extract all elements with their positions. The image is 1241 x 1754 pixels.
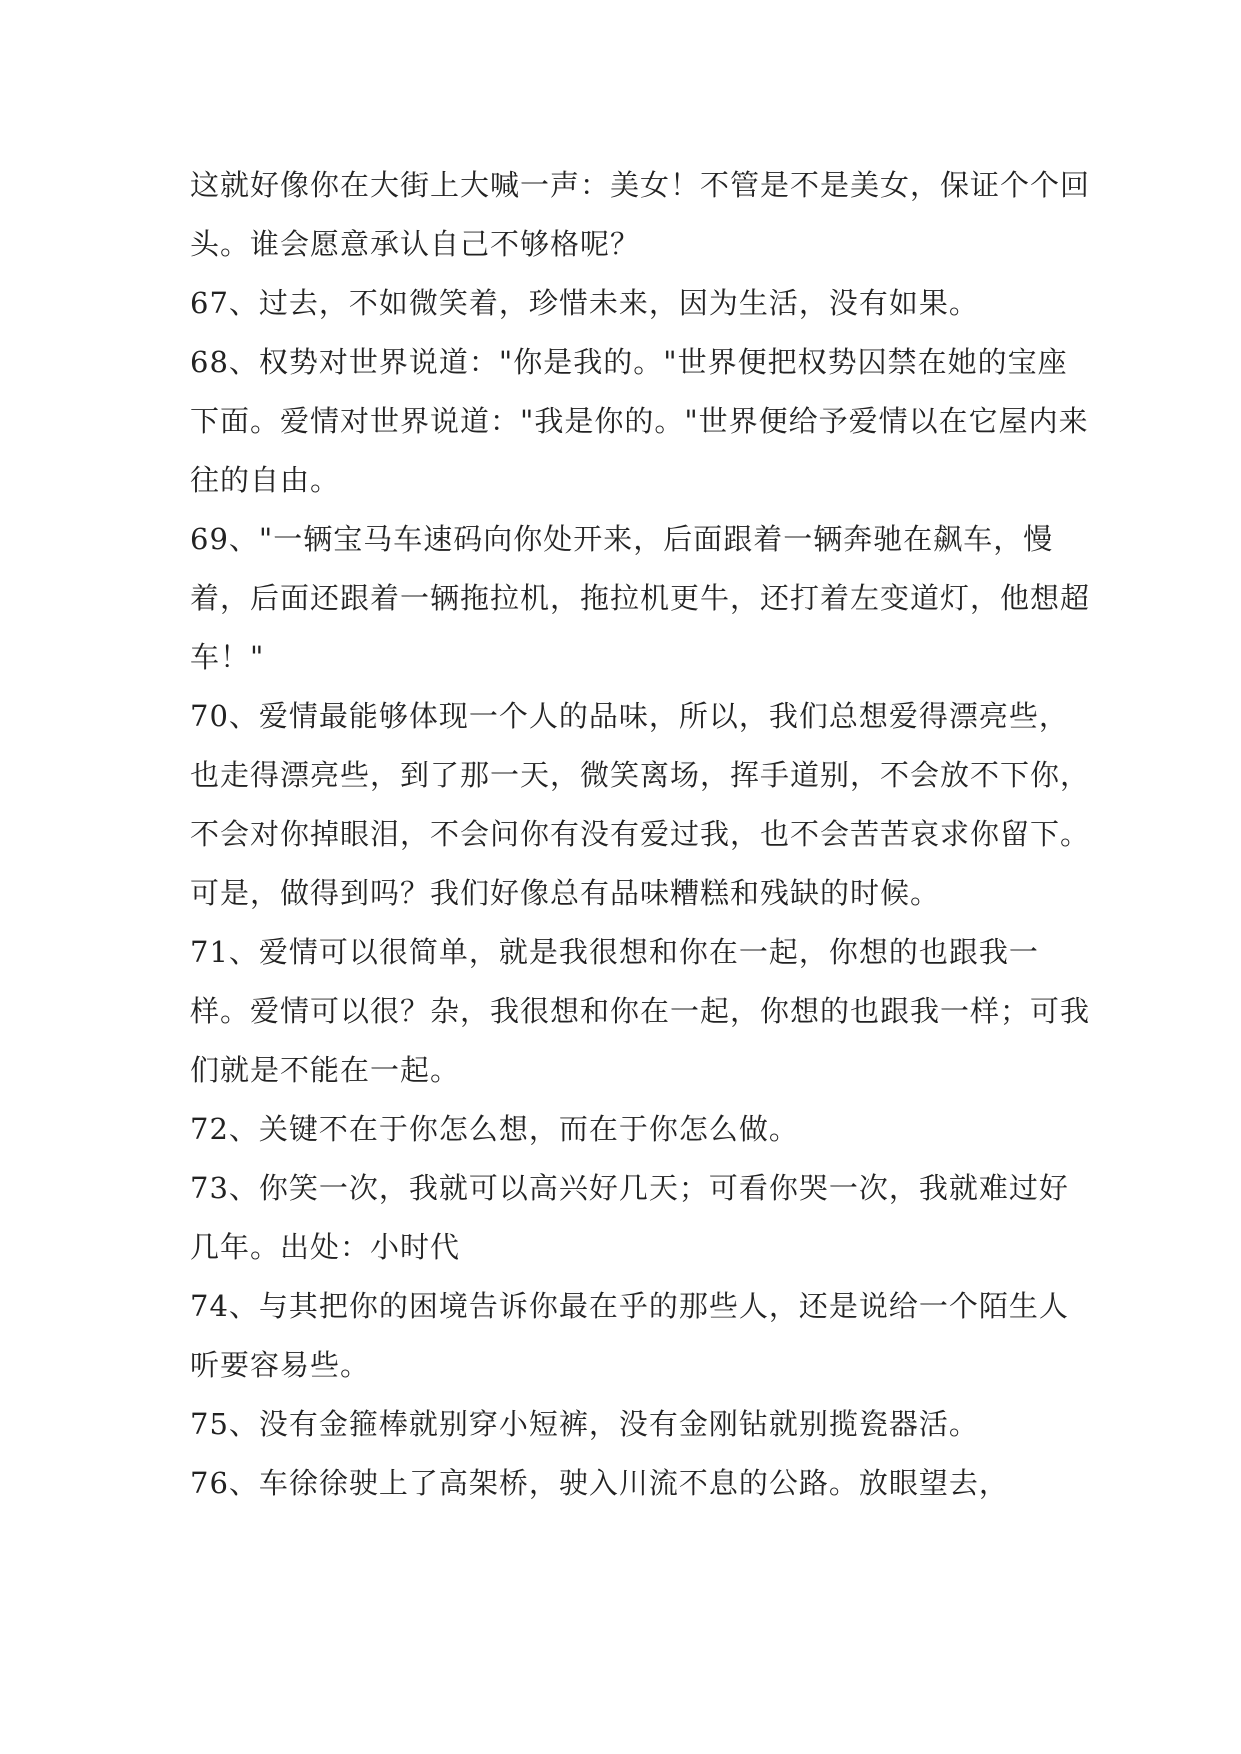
paragraph-72: 72、关键不在于你怎么想，而在于你怎么做。 xyxy=(190,1112,799,1146)
paragraph-74: 74、与其把你的困境告诉你最在乎的那些人，还是说给一个陌生人听要容易些。 xyxy=(190,1289,1069,1382)
paragraph-70: 70、爱情最能够体现一个人的品味，所以，我们总想爱得漂亮些，也走得漂亮些，到了那一天，微笑离场，挥手道别，不会放不下你，不会对你掉眼泪，不会问你有没有爱过我，也不会苦苦哀求你留下。可是，做得到吗？我们好像总有品味糟糕和残缺的时候。 xyxy=(190,699,1091,910)
paragraph-75: 75、没有金箍棒就别穿小短裤，没有金刚钻就别揽瓷器活。 xyxy=(190,1407,979,1441)
document-body xyxy=(190,156,1090,1513)
paragraph-76: 76、车徐徐驶上了高架桥，驶入川流不息的公路。放眼望去， xyxy=(190,1466,1009,1500)
paragraph-69: 69、"一辆宝马车速码向你处开来，后面跟着一辆奔驰在飙车，慢着，后面还跟着一辆拖拉机，拖拉机更牛，还打着左变道灯，他想超车！" xyxy=(190,522,1091,674)
paragraph-67: 67、过去，不如微笑着，珍惜未来，因为生活，没有如果。 xyxy=(190,286,979,320)
paragraph-73: 73、你笑一次，我就可以高兴好几天；可看你哭一次，我就难过好几年。出处：小时代 xyxy=(190,1171,1069,1264)
paragraph-intro: 这就好像你在大街上大喊一声：美女！不管是不是美女，保证个个回头。谁会愿意承认自己不够格呢？ xyxy=(190,168,1091,261)
paragraph-68: 68、权势对世界说道："你是我的。"世界便把权势囚禁在她的宝座下面。爱情对世界说道："我是你的。"世界便给予爱情以在它屋内来往的自由。 xyxy=(190,345,1089,497)
paragraph-71: 71、爱情可以很简单，就是我很想和你在一起，你想的也跟我一样。爱情可以很？杂，我很想和你在一起，你想的也跟我一样；可我们就是不能在一起。 xyxy=(190,935,1091,1087)
